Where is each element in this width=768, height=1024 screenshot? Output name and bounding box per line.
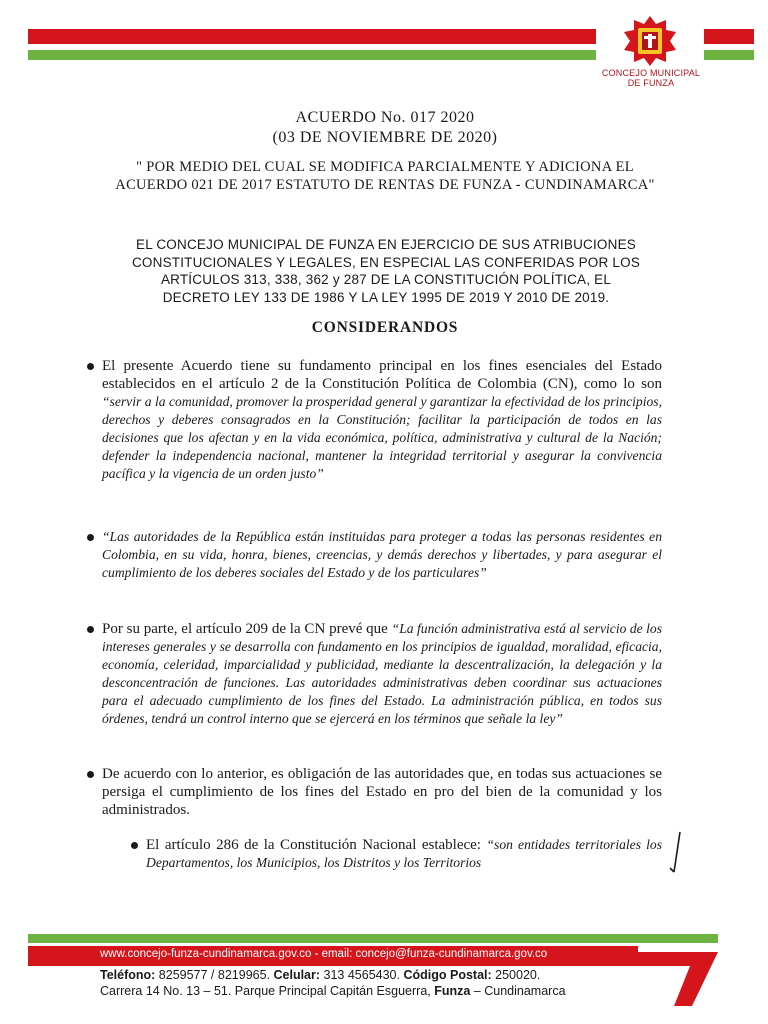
- footer-green-bar: [28, 934, 718, 943]
- constitution-quote: “servir a la comunidad, promover la prosperidad general y garantizar la efectividad de los principios, derechos y deberes consagrados en la Constitución; facilitar la participación de todos en las decisiones que los afectan y en la vida económica, política, administrativa y cultural de la Nación; defender la independencia nacional, mantener la integridad territorial y asegurar la convivencia pacífica y la vigencia de un orden justo”: [102, 394, 662, 481]
- address-text: Carrera 14 No. 13 – 51. Parque Principal Capitán Esguerra,: [100, 984, 435, 998]
- address-city: Funza: [434, 984, 471, 998]
- footer-contact-line: [100, 967, 540, 983]
- considerando-item: [102, 620, 662, 728]
- logo-caption-line1: CONCEJO MUNICIPAL: [601, 68, 701, 78]
- header-red-bar: [28, 29, 596, 44]
- phone-value: 8259577 / 8219965.: [155, 968, 274, 982]
- preamble: [96, 236, 676, 306]
- subject-line-1: " POR MEDIO DEL CUAL SE MODIFICA PARCIALMENTE Y ADICIONA EL: [136, 159, 634, 175]
- preamble-line-3: ARTÍCULOS 313, 338, 362 y 287 DE LA CONSTITUCIÓN POLÍTICA, EL: [160, 272, 612, 287]
- concejo-seal-logo: [618, 14, 682, 70]
- constitution-quote: “son entidades territoriales los Departamentos, los Municipios, los Distritos y los Territorios: [146, 837, 662, 870]
- phone-label: Teléfono:: [100, 968, 156, 982]
- constitution-quote: “La función administrativa está al servicio de los intereses generales y se desarrolla con fundamento en los principios de igualdad, moralidad, eficacia, economía, celeridad, imparcialidad y publicidad, mediante la descentralización, la delegación y la desconcentración de funciones. Las autoridades administrativas deben coordinar sus actuaciones para el adecuado cumplimiento de los fines del Estado. La administración pública, en todos sus órdenes, tendrá un control interno que se ejercerá en los términos que señale la ley”: [102, 621, 662, 726]
- cell-value: 313 4565430.: [320, 968, 404, 982]
- postal-value: 250020.: [491, 968, 541, 982]
- logo-caption-line2: DE FUNZA: [627, 78, 675, 88]
- agreement-date: (03 DE NOVIEMBRE DE 2020): [272, 129, 498, 146]
- subject-line-2: ACUERDO 021 DE 2017 ESTATUTO DE RENTAS DE FUNZA - CUNDINAMARCA": [115, 177, 655, 193]
- document-subject: [60, 158, 710, 194]
- considerando-subitem: [146, 836, 662, 872]
- considerando-text: Por su parte, el artículo 209 de la CN prevé que: [102, 621, 392, 637]
- preamble-line-2: CONSTITUCIONALES Y LEGALES, EN ESPECIAL LAS CONFERIDAS POR LOS: [131, 254, 641, 270]
- address-region: – Cundinamarca: [470, 984, 566, 998]
- preamble-line-1: EL CONCEJO MUNICIPAL DE FUNZA EN EJERCICIO DE SUS ATRIBUCIONES: [136, 237, 636, 252]
- preamble-line-4: DECRETO LEY 133 DE 1986 Y LA LEY 1995 DE 2019 Y 2010 DE 2019.: [162, 289, 610, 305]
- header-green-bar: [28, 50, 596, 60]
- footer-web-email: www.concejo-funza-cundinamarca.gov.co - email: concejo@funza-cundinamarca.gov.co: [100, 948, 548, 960]
- header-green-bar-right: [704, 50, 754, 60]
- footer-address: [100, 983, 566, 999]
- postal-label: Código Postal:: [403, 968, 492, 982]
- section-heading: CONSIDERANDOS: [311, 319, 459, 336]
- document-title: [60, 108, 710, 148]
- header-red-bar-right: [704, 29, 754, 44]
- footer-red-wedge: [622, 952, 718, 1006]
- considerando-item: De acuerdo con lo anterior, es obligación de las autoridades que, en todas sus actuaciones se persiga el cumplimiento de los fines del Estado en pro del bien de la comunidad y los administrados.: [102, 766, 662, 818]
- considerando-text: El presente Acuerdo tiene su fundamento principal en los fines esenciales del Estado establecidos en el artículo 2 de la Constitución Política de Colombia (CN), como lo son: [102, 358, 662, 392]
- considerando-item: “Las autoridades de la República están instituidas para proteger a todas las personas residentes en Colombia, en su vida, honra, bienes, creencias, y demás derechos y libertades, y para asegurar el cumplimiento de los deberes sociales del Estado y de los particulares”: [102, 529, 662, 580]
- agreement-number: ACUERDO No. 017 2020: [295, 109, 475, 126]
- considerando-item: [102, 357, 662, 483]
- logo-caption: [596, 68, 706, 88]
- cell-label: Celular:: [273, 968, 321, 982]
- considerando-text: El artículo 286 de la Constitución Nacional establece:: [146, 837, 487, 853]
- initial-mark: [666, 828, 686, 878]
